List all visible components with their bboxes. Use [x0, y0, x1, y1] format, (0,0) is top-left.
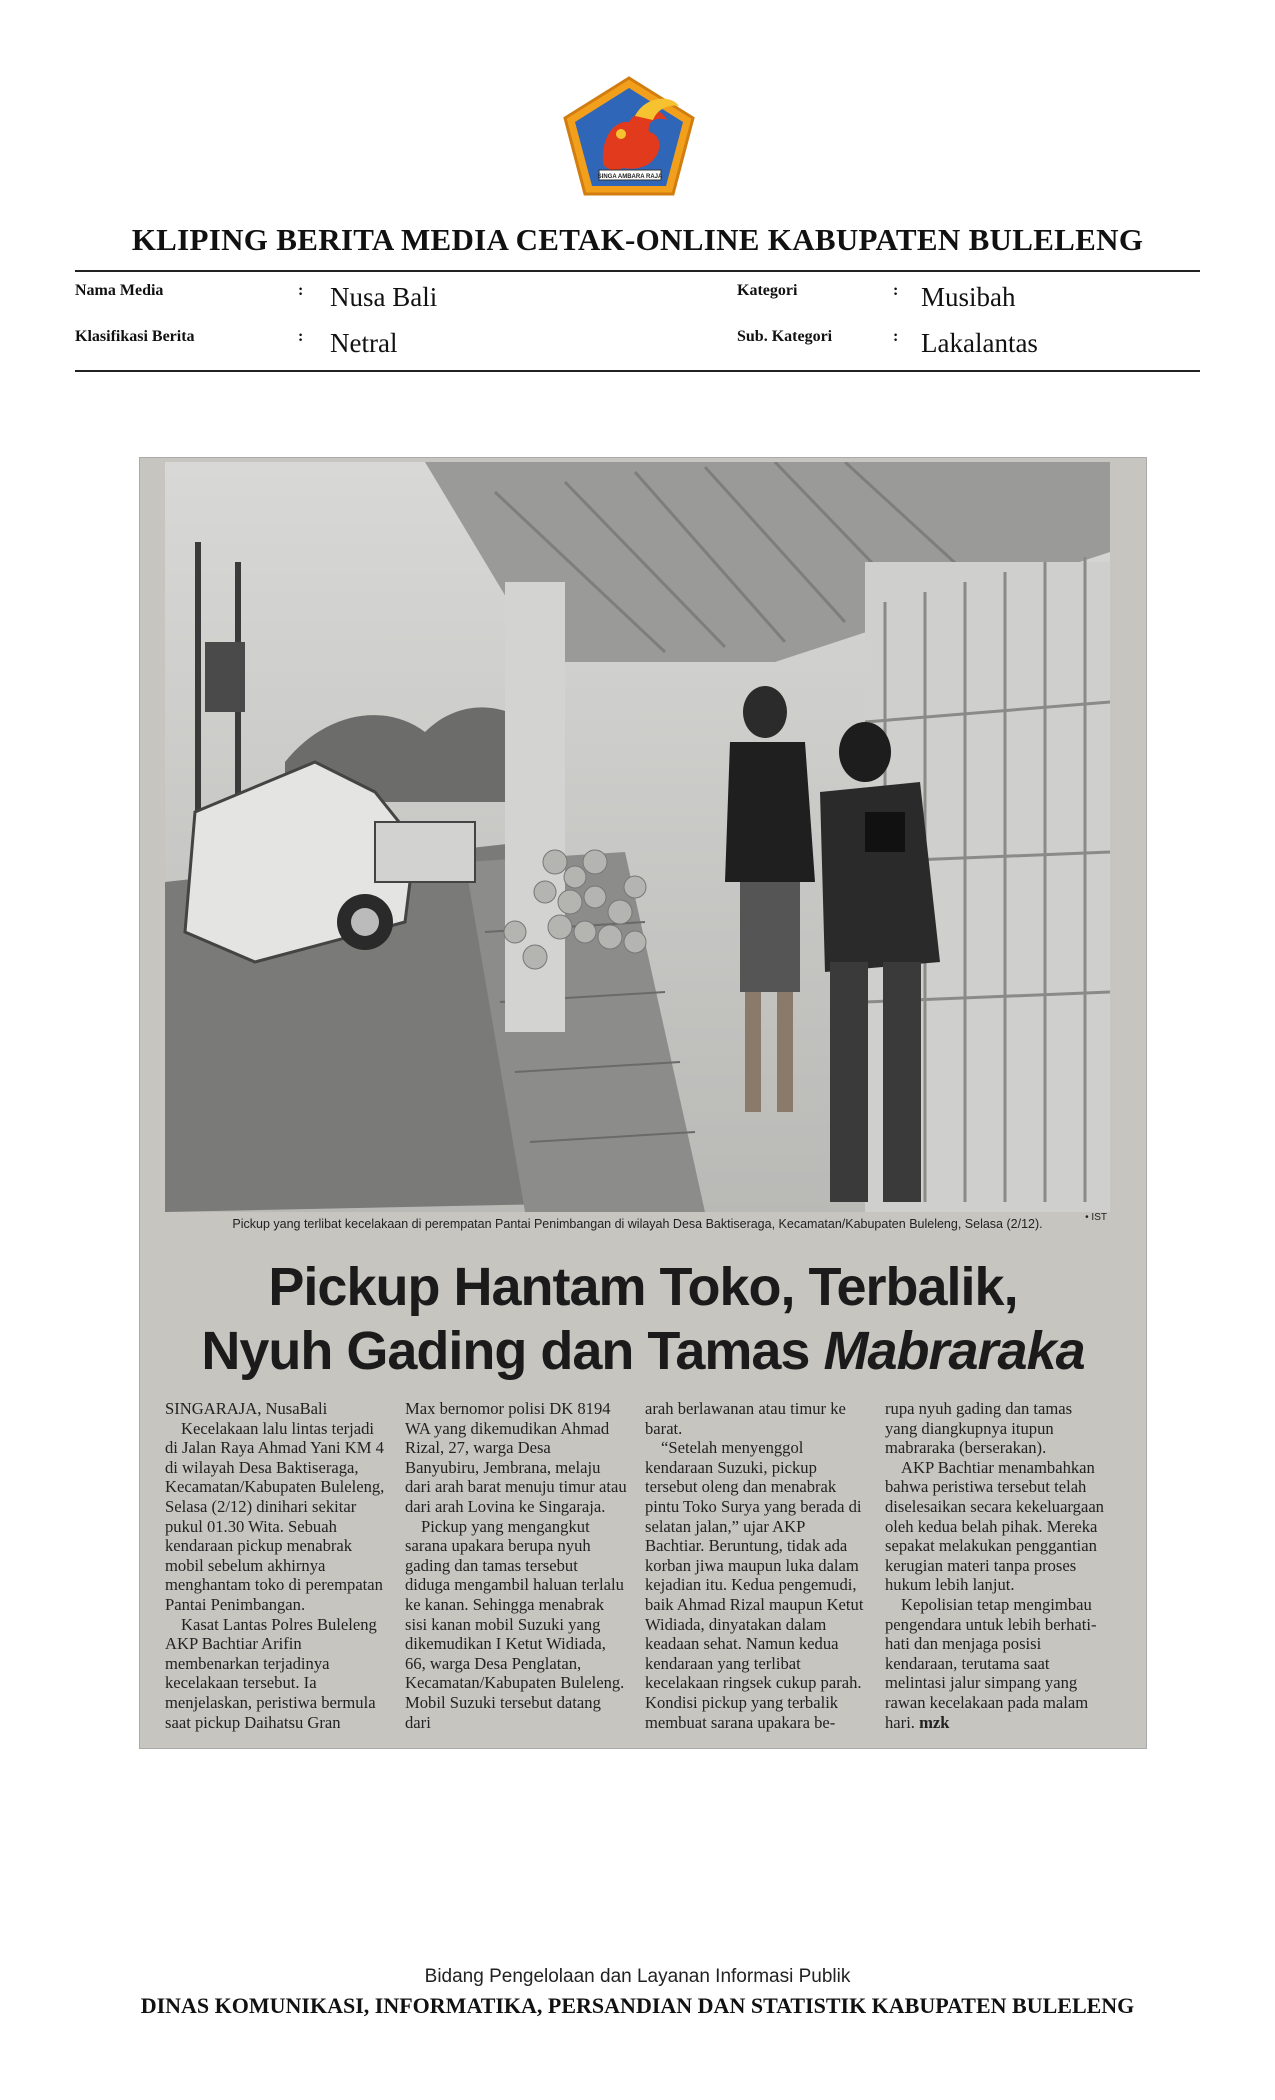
- paragraph: arah berlawanan atau timur ke barat.: [645, 1399, 846, 1438]
- paragraph: “Setelah menyenggol kendaraan Suzuki, pickup tersebut oleng dan menabrak pintu Toko Surya yang berada di selatan jalan,” ujar AKP Bachtiar. Beruntung, tidak ada korban jiwa maupun luka dalam kejadian itu. Kedua pengemudi, baik Ahmad Rizal maupun Ketut Widiada, dinyatakan dalam keadaan sehat. Namun kedua kendaraan yang terlibat kecelakaan ringsek cukup parah. Kondisi pickup yang terbalik membuat sarana upakara be-: [645, 1438, 864, 1732]
- paragraph-text: Kepolisian tetap mengimbau pengendara untuk lebih berhati-hati dan menjaga posisi kendaraan, terutama saat melintasi jalur simpang yang rawan kecelakaan pada malam hari.: [885, 1594, 1097, 1732]
- paragraph: Kecelakaan lalu lintas terjadi di Jalan Raya Ahmad Yani KM 4 di wilayah Desa Baktiseraga, Kecamatan/Kabupaten Buleleng, Selasa (2/12) dinihari sekitar pukul 01.30 Wita. Sebuah kendaraan pickup menabrak mobil sebelum akhirnya menghantam toko di perempatan Pantai Penimbangan.: [165, 1418, 385, 1614]
- svg-text:SINGA AMBARA RAJA: SINGA AMBARA RAJA: [597, 174, 663, 180]
- nama-media-label: Nama Media: [75, 282, 164, 299]
- article-column-4: [885, 1399, 1107, 1732]
- dateline: SINGARAJA, NusaBali: [165, 1399, 328, 1418]
- divider-bottom: [75, 370, 1200, 372]
- article-column-2: [405, 1399, 627, 1732]
- colon: :: [893, 282, 899, 299]
- headline-line-2: [139, 1319, 1147, 1383]
- sub-kategori-value: Lakalantas: [921, 328, 1038, 358]
- paragraph: Kasat Lantas Polres Buleleng AKP Bachtiar Arifin membenarkan terjadinya kecelakaan tersebut. Ia menjelaskan, peristiwa bermula saat pickup Daihatsu Gran: [165, 1614, 377, 1732]
- accident-photo: [165, 462, 1110, 1212]
- footer-unit: Bidang Pengelolaan dan Layanan Informasi Publik: [424, 1966, 851, 1987]
- author-initials: mzk: [919, 1712, 950, 1732]
- headline-plain: Nyuh Gading dan Tamas: [201, 1321, 810, 1381]
- paragraph: AKP Bachtiar menambahkan bahwa peristiwa tersebut telah diselesaikan secara kekeluargaan oleh kedua belah pihak. Mereka sepakat melakukan penggantian kerugian materi tanpa proses hukum lebih lanjut.: [885, 1457, 1104, 1595]
- document-title: KLIPING BERITA MEDIA CETAK-ONLINE KABUPATEN BULELENG: [131, 222, 1144, 257]
- paragraph: [885, 1595, 1107, 1732]
- colon: :: [893, 328, 899, 345]
- crest-icon: [563, 76, 696, 198]
- sub-kategori-label: Sub. Kategori: [737, 328, 833, 345]
- paragraph: Max bernomor polisi DK 8194 WA yang dikemudikan Ahmad Rizal, 27, warga Desa Banyubiru, Jembrana, melaju dari arah barat menuju timur atau dari arah Lovina ke Singaraja.: [405, 1399, 627, 1516]
- newspaper-clipping: [139, 457, 1147, 1749]
- headline-line-1: Pickup Hantam Toko, Terbalik,: [268, 1257, 1018, 1317]
- divider-top: [75, 270, 1200, 272]
- kategori-label: Kategori: [737, 282, 798, 299]
- photo-caption: Pickup yang terlibat kecelakaan di perempatan Pantai Penimbangan di wilayah Desa Baktiseraga, Kecamatan/Kabupaten Buleleng, Selasa (2/12).: [232, 1217, 1043, 1231]
- colon: :: [298, 328, 304, 345]
- paragraph: Pickup yang mengangkut sarana upakara berupa nyuh gading dan tamas tersebut diduga mengambil haluan terlalu ke kanan. Sehingga menabrak sisi kanan mobil Suzuki yang dikemudikan I Ketut Widiada, 66, warga Desa Penglatan, Kecamatan/Kabupaten Buleleng. Mobil Suzuki tersebut datang dari: [405, 1516, 625, 1732]
- article-column-3: [645, 1399, 867, 1732]
- photo-illustration: [165, 462, 1110, 1212]
- klasifikasi-label: Klasifikasi Berita: [75, 328, 195, 345]
- headline-italic: Mabraraka: [823, 1321, 1085, 1381]
- nama-media-value: Nusa Bali: [330, 282, 438, 312]
- photo-credit: • IST: [1085, 1212, 1107, 1223]
- footer-agency: DINAS KOMUNIKASI, INFORMATIKA, PERSANDIAN DAN STATISTIK KABUPATEN BULELENG: [140, 1993, 1135, 2018]
- article-column-1: [165, 1399, 387, 1732]
- colon: :: [298, 282, 304, 299]
- klasifikasi-value: Netral: [330, 328, 398, 358]
- logo: [563, 76, 696, 198]
- kategori-value: Musibah: [921, 282, 1016, 312]
- paragraph: rupa nyuh gading dan tamas yang diangkupnya itupun mabraraka (berserakan).: [885, 1399, 1073, 1458]
